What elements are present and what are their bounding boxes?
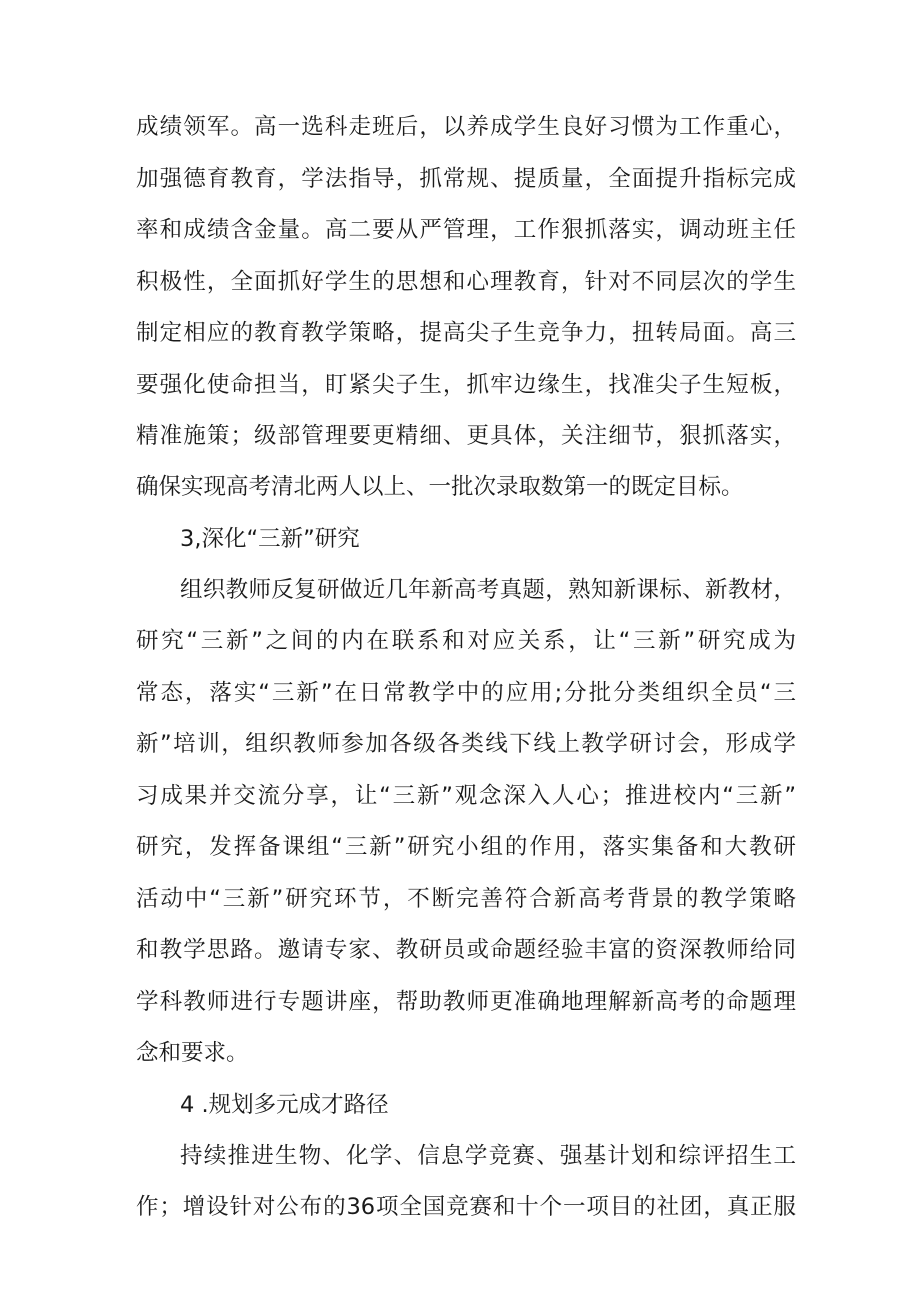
- paragraph-line: 学科教师进行专题讲座，帮助教师更准确地理解新高考的命题理: [136, 989, 796, 1015]
- section-heading: 4 .规划多元成才路径: [180, 1092, 389, 1118]
- section-heading: 3,深化“三新”研究: [180, 526, 360, 552]
- paragraph-line: 念和要求。: [136, 1040, 249, 1066]
- paragraph-line: 精准施策；级部管理要更精细、更具体，关注细节，狠抓落实，: [136, 423, 796, 449]
- paragraph-line: 研究，发挥备课组“三新”研究小组的作用，落实集备和大教研: [136, 834, 796, 860]
- paragraph-line: 习成果并交流分享，让“三新”观念深入人心；推进校内“三新”: [136, 783, 796, 809]
- paragraph-line: 新”培训，组织教师参加各级各类线下线上教学研讨会，形成学: [136, 731, 796, 757]
- paragraph-line: 组织教师反复研做近几年新高考真题，熟知新课标、新教材，: [180, 577, 796, 603]
- paragraph-line: 积极性，全面抓好学生的思想和心理教育，针对不同层次的学生: [136, 269, 796, 295]
- paragraph-line: 加强德育教育，学法指导，抓常规、提质量，全面提升指标完成: [136, 166, 796, 192]
- paragraph-line: 制定相应的教育教学策略，提高尖子生竞争力，扭转局面。高三: [136, 320, 796, 346]
- paragraph-line: 率和成绩含金量。高二要从严管理，工作狠抓落实，调动班主任: [136, 217, 796, 243]
- paragraph-line: 确保实现高考清北两人以上、一批次录取数第一的既定目标。: [136, 474, 744, 500]
- paragraph-line: 常态，落实“三新”在日常教学中的应用;分批分类组织全员“三: [136, 680, 796, 706]
- paragraph-line: 作；增设针对公布的36项全国竞赛和十个一项目的社团，真正服: [136, 1194, 796, 1220]
- paragraph-line: 和教学思路。邀请专家、教研员或命题经验丰富的资深教师给同: [136, 937, 796, 963]
- paragraph-line: 活动中“三新”研究环节，不断完善符合新高考背景的教学策略: [136, 886, 796, 912]
- paragraph-line: 持续推进生物、化学、信息学竞赛、强基计划和综评招生工: [180, 1143, 796, 1169]
- paragraph-line: 成绩领军。高一选科走班后，以养成学生良好习惯为工作重心，: [136, 114, 796, 140]
- paragraph-line: 研究“三新”之间的内在联系和对应关系，让“三新”研究成为: [136, 628, 796, 654]
- paragraph-line: 要强化使命担当，盯紧尖子生，抓牢边缘生，找准尖子生短板，: [136, 372, 796, 398]
